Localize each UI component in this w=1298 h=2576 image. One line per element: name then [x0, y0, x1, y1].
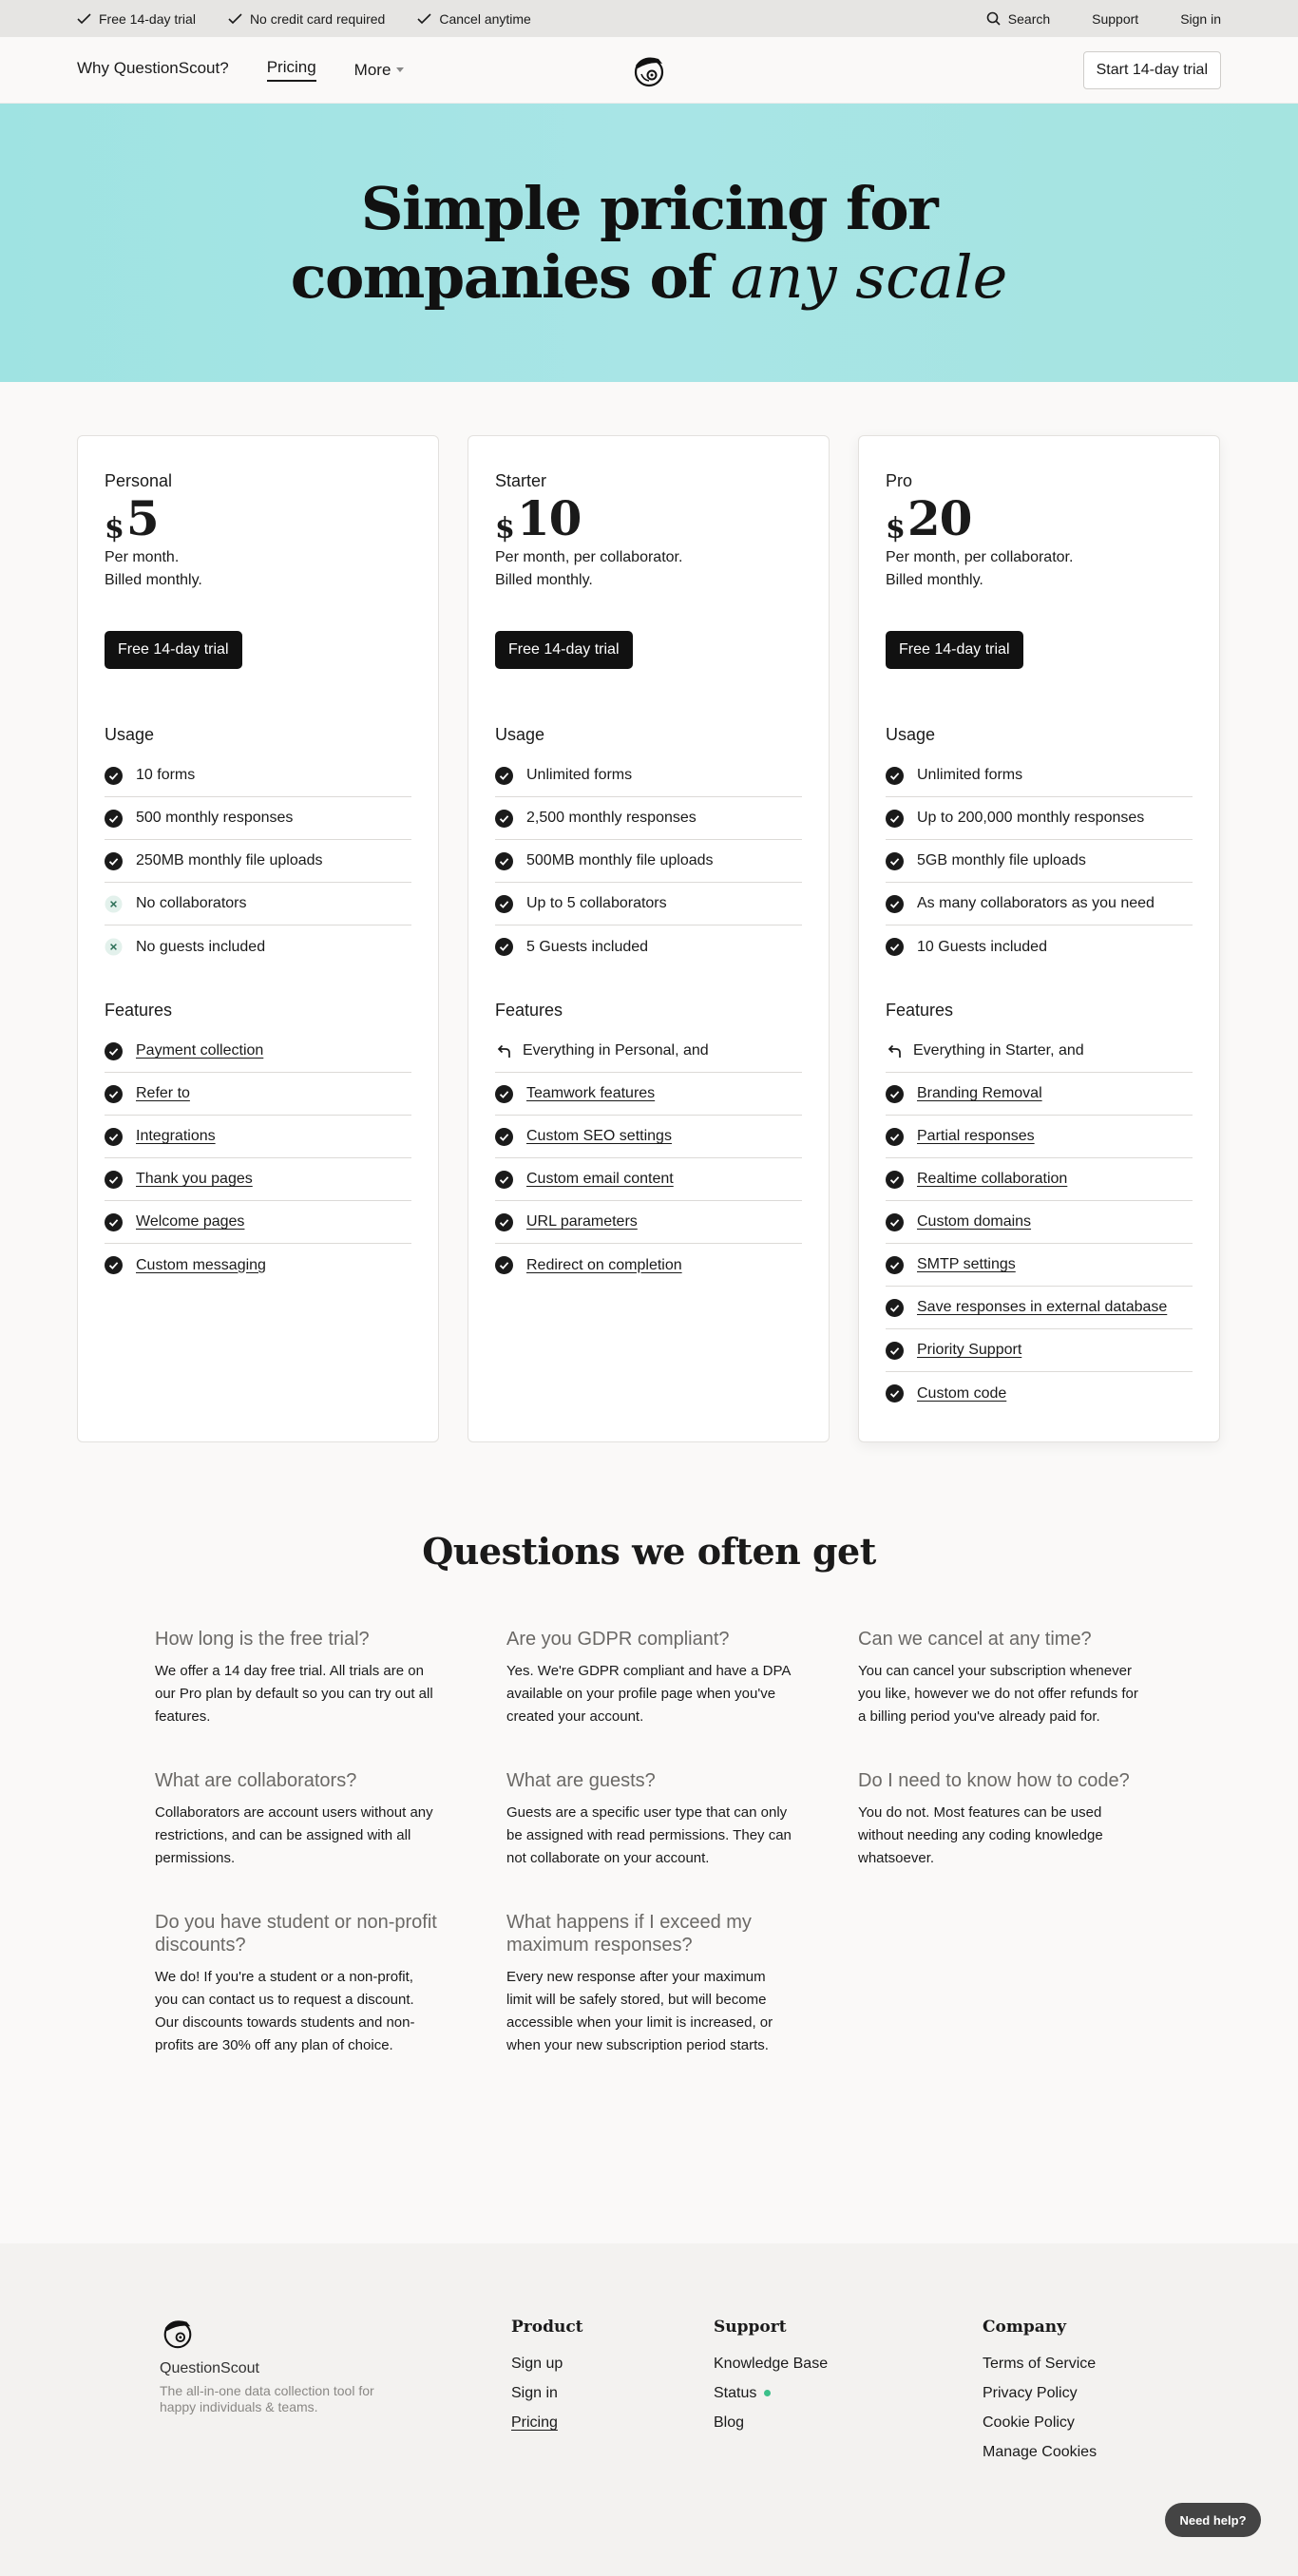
- feature-link[interactable]: SMTP settings: [917, 1256, 1016, 1272]
- feature-link[interactable]: Custom email content: [526, 1171, 674, 1187]
- faq-answer: You can cancel your subscription whenever you like, however we do not offer refunds for a billing period you've already paid for.: [858, 1663, 1138, 1725]
- main-nav: [0, 37, 1298, 104]
- check-circle-icon: [886, 1171, 904, 1189]
- hero: [0, 104, 1298, 382]
- footer-link-status[interactable]: [714, 2385, 828, 2402]
- check-circle-icon: [105, 1128, 123, 1146]
- feature-link[interactable]: Teamwork features: [526, 1085, 656, 1101]
- feature-item: [886, 1201, 1193, 1244]
- usage-item: [495, 840, 802, 883]
- check-circle-icon: [495, 1256, 513, 1274]
- feature-item: [886, 1116, 1193, 1158]
- x-circle-icon: [105, 895, 123, 913]
- feature-link[interactable]: Thank you pages: [136, 1171, 253, 1187]
- usage-item: [495, 883, 802, 925]
- start-trial-button[interactable]: Start 14-day trial: [1083, 51, 1221, 89]
- footer-brand: [160, 2315, 407, 2415]
- plan-name: Personal: [105, 471, 173, 490]
- usage-item: [495, 754, 802, 797]
- feature-link[interactable]: Custom SEO settings: [526, 1128, 672, 1144]
- check-circle-icon: [495, 1171, 513, 1189]
- faq-question: How long is the free trial?: [155, 1629, 370, 1650]
- check-circle-icon: [105, 1171, 123, 1189]
- faq-question: Can we cancel at any time?: [858, 1629, 1092, 1650]
- plan-billing: Per month, per collaborator. Billed monthly.: [886, 549, 1074, 588]
- feature-link[interactable]: Save responses in external database: [917, 1299, 1168, 1315]
- features-list: [105, 1030, 411, 1287]
- faq-item: [506, 1911, 792, 2057]
- plan-amount: 20: [907, 490, 972, 546]
- usage-text: 500MB monthly file uploads: [526, 852, 714, 868]
- feature-item: [495, 1201, 802, 1244]
- usage-text: 2,500 monthly responses: [526, 810, 697, 826]
- check-circle-icon: [105, 1213, 123, 1231]
- usage-item: [886, 754, 1193, 797]
- faq-item: [155, 1911, 440, 2057]
- usage-item: [886, 925, 1193, 968]
- search-icon: [986, 11, 1001, 26]
- check-circle-icon: [105, 1256, 123, 1274]
- feature-link[interactable]: Priority Support: [917, 1342, 1022, 1358]
- features-list: [886, 1030, 1193, 1415]
- plan-price: [105, 490, 411, 546]
- check-circle-icon: [495, 767, 513, 785]
- need-help-button[interactable]: Need help?: [1165, 2503, 1261, 2537]
- check-circle-icon: [886, 810, 904, 828]
- feature-item: [886, 1287, 1193, 1329]
- usage-text: No collaborators: [136, 895, 247, 911]
- nav-more-label: More: [353, 60, 391, 79]
- usage-item: [105, 797, 411, 840]
- feature-text: Everything in Starter, and: [913, 1042, 1084, 1059]
- feature-item: [886, 1329, 1193, 1372]
- footer-link-manage-cookies[interactable]: Manage Cookies: [983, 2444, 1098, 2460]
- plan-currency: $: [105, 512, 124, 545]
- footer-link-privacy[interactable]: Privacy Policy: [983, 2385, 1078, 2401]
- search-link[interactable]: [986, 11, 1050, 27]
- feature-link[interactable]: Custom domains: [917, 1213, 1032, 1230]
- usage-text: As many collaborators as you need: [917, 895, 1155, 911]
- plan-amount: 10: [516, 490, 582, 546]
- hero-title: [291, 175, 1008, 312]
- perk-item: [228, 11, 385, 27]
- feature-link[interactable]: Custom messaging: [136, 1256, 266, 1273]
- free-trial-button[interactable]: Free 14-day trial: [105, 631, 242, 669]
- search-label: Search: [1007, 10, 1051, 27]
- nav-more[interactable]: [354, 61, 405, 80]
- caret-down-icon: [396, 67, 404, 72]
- feature-item: [886, 1372, 1193, 1415]
- top-bar: [0, 0, 1298, 37]
- check-circle-icon: [105, 1085, 123, 1103]
- features-list: [495, 1030, 802, 1287]
- hero-line-2b: any scale: [730, 241, 1008, 312]
- footer-link-signup[interactable]: Sign up: [511, 2356, 563, 2372]
- usage-item: [495, 925, 802, 968]
- usage-list: [886, 754, 1193, 968]
- footer-link-cookie[interactable]: Cookie Policy: [983, 2414, 1075, 2431]
- feature-item: [495, 1073, 802, 1116]
- status-dot-icon: [764, 2390, 771, 2396]
- plan-amount: 5: [125, 490, 159, 546]
- faq-item: [506, 1628, 792, 1728]
- faq-answer: Every new response after your maximum limit will be safely stored, but will become accessible when your limit is increased, or when your new subscription period starts.: [506, 1969, 773, 2053]
- plan-currency: $: [886, 512, 906, 545]
- plan-currency: $: [495, 512, 515, 545]
- check-circle-icon: [886, 1085, 904, 1103]
- check-circle-icon: [105, 767, 123, 785]
- perk-label: Cancel anytime: [439, 10, 531, 27]
- usage-list: [495, 754, 802, 968]
- free-trial-button[interactable]: Free 14-day trial: [886, 631, 1023, 669]
- check-circle-icon: [105, 852, 123, 870]
- faq-item: [858, 1628, 1143, 1728]
- footer-company: [983, 2318, 1097, 2473]
- feature-link[interactable]: Refer to: [136, 1085, 190, 1101]
- usage-text: 10 forms: [136, 767, 196, 783]
- usage-item: [105, 925, 411, 968]
- faq-answer: We offer a 14 day free trial. All trials are on our Pro plan by default so you can try out all features.: [155, 1663, 433, 1725]
- usage-title: Usage: [495, 725, 545, 744]
- usage-item: [105, 840, 411, 883]
- usage-item: [105, 883, 411, 925]
- feature-link[interactable]: Realtime collaboration: [917, 1171, 1068, 1187]
- plan-billing: Per month. Billed monthly.: [105, 549, 202, 588]
- feature-item: [886, 1244, 1193, 1287]
- feature-item: [105, 1073, 411, 1116]
- faq-grid: [155, 1628, 1298, 2057]
- feature-item: [105, 1030, 411, 1073]
- plan-price: [886, 490, 1193, 546]
- faq-question: Are you GDPR compliant?: [506, 1629, 730, 1650]
- check-circle-icon: [105, 810, 123, 828]
- usage-text: No guests included: [136, 938, 266, 955]
- plan-name: Pro: [886, 471, 913, 490]
- faq-question: What are collaborators?: [155, 1770, 357, 1791]
- plan-billing: Per month, per collaborator. Billed monthly.: [495, 549, 683, 588]
- faq-question: What are guests?: [506, 1770, 656, 1791]
- usage-title: Usage: [105, 725, 155, 744]
- usage-item: [495, 797, 802, 840]
- nav-pricing[interactable]: Pricing: [267, 58, 316, 82]
- feature-link[interactable]: Custom code: [917, 1384, 1007, 1402]
- usage-item: [105, 754, 411, 797]
- check-circle-icon: [886, 852, 904, 870]
- usage-text: Unlimited forms: [917, 767, 1023, 783]
- perk-item: [417, 11, 531, 27]
- feature-link[interactable]: Redirect on completion: [526, 1256, 682, 1273]
- feature-link[interactable]: Payment collection: [136, 1042, 264, 1059]
- plan-card-2: [858, 435, 1220, 1442]
- usage-list: [105, 754, 411, 968]
- footer-company-title: Company: [983, 2318, 1066, 2337]
- return-arrow-icon: [886, 1042, 904, 1060]
- check-icon: [417, 13, 431, 25]
- check-circle-icon: [495, 1128, 513, 1146]
- feature-link[interactable]: Welcome pages: [136, 1213, 245, 1230]
- check-icon: [77, 13, 91, 25]
- check-circle-icon: [495, 1213, 513, 1231]
- check-icon: [228, 13, 242, 25]
- feature-item: [105, 1116, 411, 1158]
- check-circle-icon: [495, 1085, 513, 1103]
- nav-why[interactable]: Why QuestionScout?: [77, 59, 229, 77]
- feature-link[interactable]: URL parameters: [526, 1213, 638, 1230]
- usage-text: 5GB monthly file uploads: [917, 852, 1086, 868]
- usage-text: 500 monthly responses: [136, 810, 294, 826]
- feature-item: [105, 1244, 411, 1287]
- footer-support: [714, 2318, 828, 2444]
- faq-answer: You do not. Most features can be used without needing any coding knowledge whatsoever.: [858, 1804, 1103, 1866]
- footer: [0, 2243, 1298, 2576]
- plan-card-1: [468, 435, 830, 1442]
- usage-item: [886, 797, 1193, 840]
- feature-item: [495, 1158, 802, 1201]
- feature-item: [886, 1073, 1193, 1116]
- faq-item: [155, 1628, 440, 1728]
- usage-text: 10 Guests included: [917, 938, 1047, 955]
- feature-inherit: [495, 1030, 802, 1073]
- usage-text: Unlimited forms: [526, 767, 633, 783]
- feature-link[interactable]: Branding Removal: [917, 1085, 1042, 1101]
- perks-list: [77, 11, 531, 27]
- pricing-plans: [0, 382, 1298, 1442]
- free-trial-button[interactable]: Free 14-day trial: [495, 631, 633, 669]
- questionscout-logo-icon[interactable]: [630, 51, 668, 89]
- signin-link[interactable]: Sign in: [1180, 10, 1221, 27]
- faq-answer: Yes. We're GDPR compliant and have a DPA available on your profile page when you've created your account.: [506, 1663, 791, 1725]
- perk-item: [77, 11, 196, 27]
- hero-line-1: Simple pricing for: [360, 173, 938, 243]
- feature-item: [495, 1244, 802, 1287]
- faq-item: [506, 1769, 792, 1870]
- faq-question: Do you have student or non-profit discounts?: [155, 1912, 437, 1956]
- feature-text: Everything in Personal, and: [523, 1042, 709, 1059]
- plan-name: Starter: [495, 471, 547, 490]
- footer-product-title: Product: [511, 2318, 583, 2337]
- footer-link-terms[interactable]: Terms of Service: [983, 2356, 1097, 2372]
- check-circle-icon: [495, 852, 513, 870]
- check-circle-icon: [495, 810, 513, 828]
- footer-tagline: The all-in-one data collection tool for happy individuals & teams.: [160, 2383, 374, 2414]
- faq-answer: Guests are a specific user type that can only be assigned with read permissions. They can not collaborate on your account.: [506, 1804, 792, 1866]
- feature-link[interactable]: Partial responses: [917, 1128, 1035, 1144]
- footer-support-title: Support: [714, 2318, 787, 2337]
- footer-product: [511, 2318, 583, 2444]
- usage-text: 5 Guests included: [526, 938, 649, 955]
- questionscout-logo-icon[interactable]: [160, 2315, 196, 2351]
- features-title: Features: [105, 1001, 173, 1020]
- plan-card-0: [77, 435, 439, 1442]
- feature-item: [495, 1116, 802, 1158]
- faq-answer: We do! If you're a student or a non-profit, you can contact us to request a discount. Our discounts towards students and non-profits are 30% off any plan of choice.: [155, 1969, 415, 2053]
- footer-status-label: Status: [714, 2385, 757, 2401]
- nav-links: [77, 58, 404, 82]
- feature-inherit: [886, 1030, 1193, 1073]
- check-circle-icon: [886, 1342, 904, 1360]
- features-title: Features: [886, 1001, 954, 1020]
- feature-item: [886, 1158, 1193, 1201]
- footer-link-pricing[interactable]: Pricing: [511, 2414, 558, 2431]
- faq-question: What happens if I exceed my maximum responses?: [506, 1912, 752, 1956]
- faq-item: [155, 1769, 440, 1870]
- feature-item: [105, 1201, 411, 1244]
- check-circle-icon: [886, 1256, 904, 1274]
- plan-price: [495, 490, 802, 546]
- usage-text: 250MB monthly file uploads: [136, 852, 323, 868]
- check-circle-icon: [886, 938, 904, 956]
- check-circle-icon: [886, 1384, 904, 1402]
- return-arrow-icon: [495, 1042, 513, 1060]
- faq-item: [858, 1769, 1143, 1870]
- faq-answer: Collaborators are account users without any restrictions, and can be assigned with all permissions.: [155, 1804, 433, 1866]
- usage-item: [886, 883, 1193, 925]
- check-circle-icon: [495, 895, 513, 913]
- check-circle-icon: [886, 767, 904, 785]
- faq-question: Do I need to know how to code?: [858, 1770, 1130, 1791]
- perk-label: Free 14-day trial: [99, 10, 196, 27]
- feature-link[interactable]: Integrations: [136, 1128, 216, 1144]
- perk-label: No credit card required: [249, 10, 386, 27]
- check-circle-icon: [495, 938, 513, 956]
- check-circle-icon: [105, 1042, 123, 1060]
- check-circle-icon: [886, 1213, 904, 1231]
- check-circle-icon: [886, 895, 904, 913]
- footer-link-signin[interactable]: Sign in: [511, 2385, 558, 2401]
- footer-brand-name: QuestionScout: [160, 2360, 259, 2376]
- features-title: Features: [495, 1001, 563, 1020]
- usage-title: Usage: [886, 725, 936, 744]
- feature-item: [105, 1158, 411, 1201]
- faq-title: Questions we often get: [422, 1530, 876, 1573]
- footer-link-blog[interactable]: Blog: [714, 2414, 745, 2431]
- usage-item: [886, 840, 1193, 883]
- footer-link-kb[interactable]: Knowledge Base: [714, 2356, 829, 2372]
- x-circle-icon: [105, 938, 123, 956]
- support-link[interactable]: Support: [1092, 10, 1139, 27]
- check-circle-icon: [886, 1128, 904, 1146]
- usage-text: Up to 200,000 monthly responses: [917, 810, 1145, 826]
- utility-links: [986, 11, 1221, 27]
- hero-line-2a: companies of: [290, 241, 712, 312]
- check-circle-icon: [886, 1299, 904, 1317]
- usage-text: Up to 5 collaborators: [526, 895, 667, 911]
